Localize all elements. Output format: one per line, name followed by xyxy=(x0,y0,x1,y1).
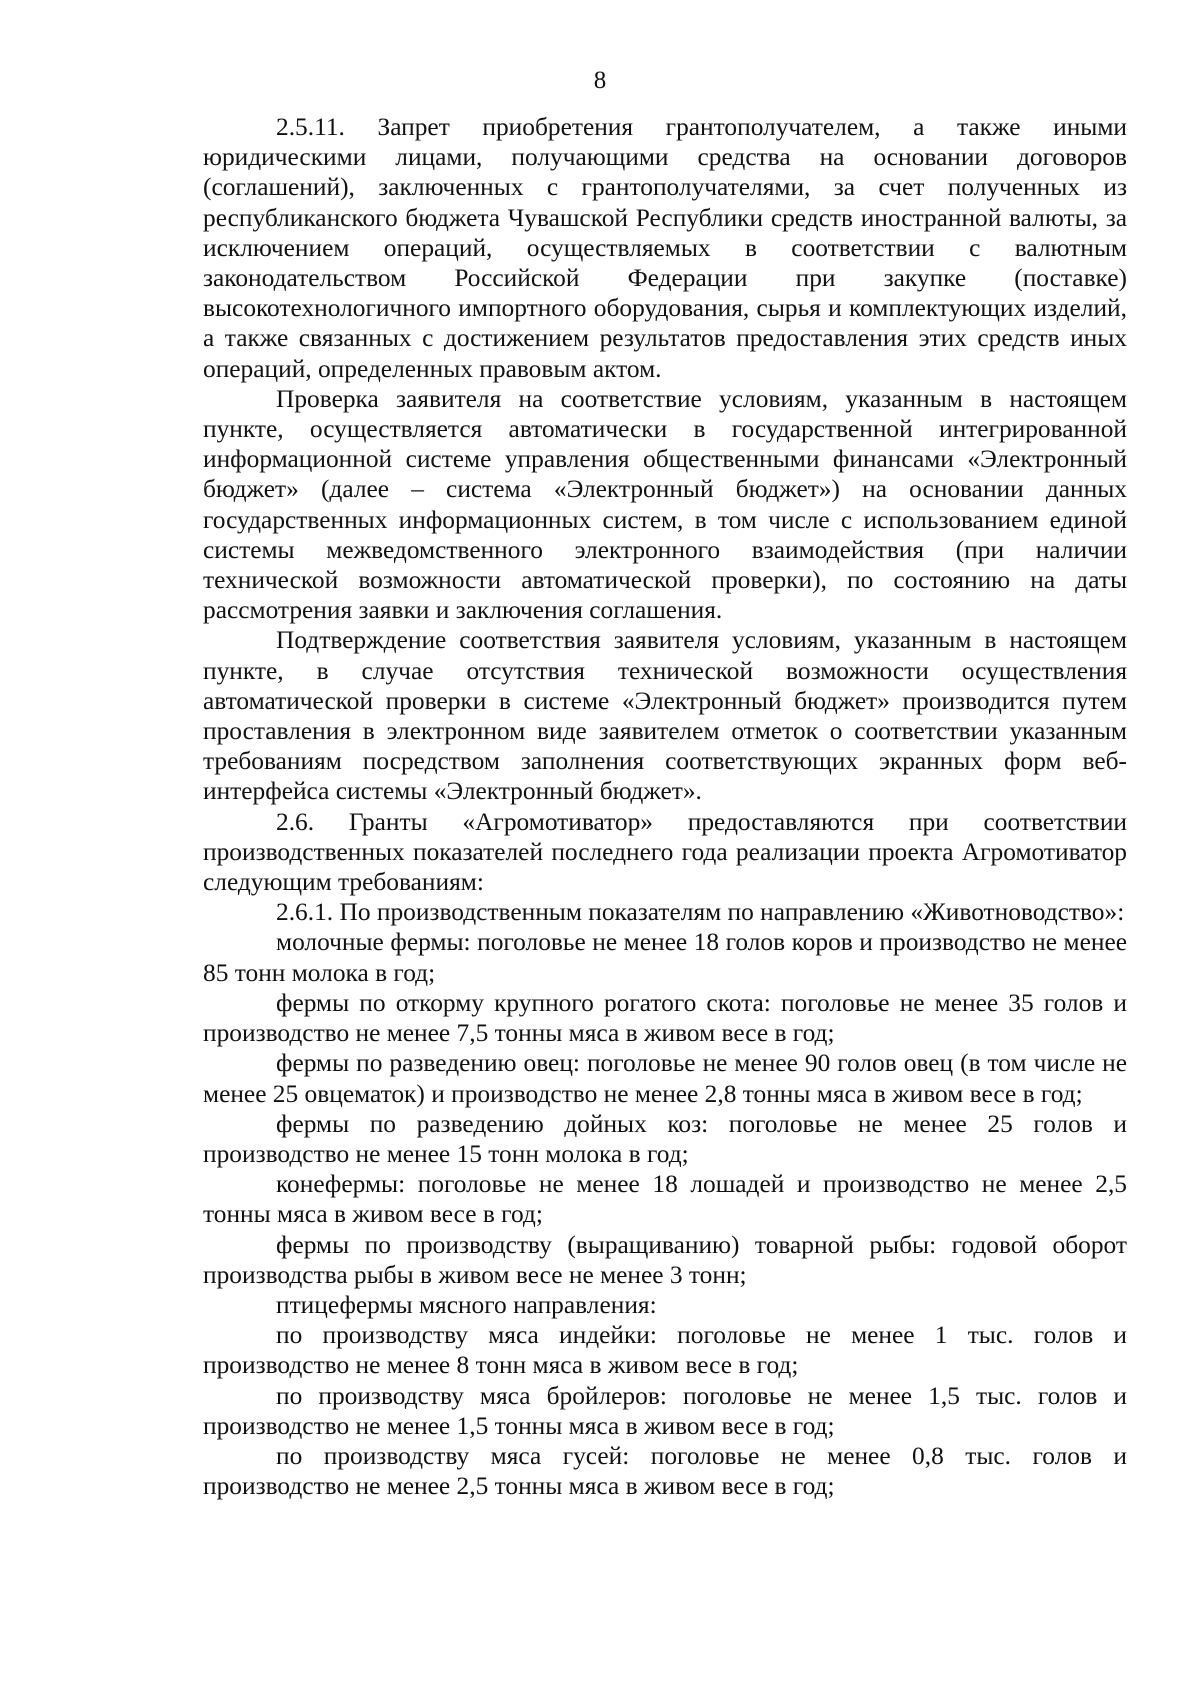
list-item-horse-farms: конефермы: поголовье не менее 18 лошадей и производство не менее 2,5 тонны мяса в живом весе в год; xyxy=(203,1170,1127,1229)
paragraph-2-6: 2.6. Гранты «Агромотиватор» предоставляются при соответствии производственных показателей последнего года реализации проекта Агромотиватор следующим требованиям: xyxy=(203,807,1127,897)
list-item-dairy-farms: молочные фермы: поголовье не менее 18 голов коров и производство не менее 85 тонн молока в год; xyxy=(203,928,1127,987)
paragraph-automatic-check: Проверка заявителя на соответствие условиям, указанным в настоящем пункте, осуществляется автоматически в государственной интегрированной информационной системе управления общественными финансами «Электронный бюджет» (далее – система «Электронный бюджет») на основании данных государственных информационных систем, в том числе с использованием единой системы межведомственного электронного взаимодействия (при наличии технической возможности автоматической проверки), по состоянию на даты рассмотрения заявки и заключения соглашения. xyxy=(203,384,1127,625)
page-number: 8 xyxy=(593,67,607,94)
paragraph-manual-confirmation: Подтверждение соответствия заявителя условиям, указанным в настоящем пункте, в случае отсутствия технической возможности осуществления автоматической проверки в системе «Электронный бюджет» производится путем проставления в электронном виде заявителем отметок о соответствии указанным требованиям посредством заполнения соответствующих экранных форм веб-интерфейса системы «Электронный бюджет». xyxy=(203,626,1127,806)
list-item-cattle-fattening: фермы по откорму крупного рогатого скота: поголовье не менее 35 голов и производство не менее 7,5 тонны мяса в живом весе в год; xyxy=(203,988,1127,1048)
document-body xyxy=(203,112,1127,1501)
paragraph-2-6-1: 2.6.1. По производственным показателям по направлению «Животноводство»: xyxy=(276,898,1125,927)
list-item-turkey-meat: по производству мяса индейки: поголовье не менее 1 тыс. голов и производство не менее 8 тонн мяса в живом весе в год; xyxy=(203,1321,1127,1380)
list-item-goat-farms: фермы по разведению дойных коз: поголовье не менее 25 голов и производство не менее 15 тонн молока в год; xyxy=(203,1109,1127,1168)
paragraph-2-5-11: 2.5.11. Запрет приобретения грантополучателем, а также иными юридическими лицами, получающими средства на основании договоров (соглашений), заключенных с грантополучателями, за счет полученных из республиканского бюджета Чувашской Республики средств иностранной валюты, за исключением операций, осуществляемых в соответствии с валютным законодательством Российской Федерации при закупке (поставке) высокотехнологичного импортного оборудования, сырья и комплектующих изделий, а также связанных с достижением результатов предоставления этих средств иных операций, определенных правовым актом. xyxy=(203,113,1127,383)
list-item-fish-farms: фермы по производству (выращиванию) товарной рыбы: годовой оборот производства рыбы в живом весе не менее 3 тонн; xyxy=(203,1230,1127,1289)
list-item-goose-meat: по производству мяса гусей: поголовье не менее 0,8 тыс. голов и производство не менее 2,5 тонны мяса в живом весе в год; xyxy=(203,1441,1127,1501)
list-item-poultry-meat: птицефермы мясного направления: xyxy=(276,1290,657,1319)
list-item-broiler-meat: по производству мяса бройлеров: поголовье не менее 1,5 тыс. голов и производство не менее 1,5 тонны мяса в живом весе в год; xyxy=(203,1381,1127,1440)
list-item-sheep-farms: фермы по разведению овец: поголовье не менее 90 голов овец (в том числе не менее 25 овцематок) и производство не менее 2,8 тонны мяса в живом весе в год; xyxy=(203,1049,1127,1108)
